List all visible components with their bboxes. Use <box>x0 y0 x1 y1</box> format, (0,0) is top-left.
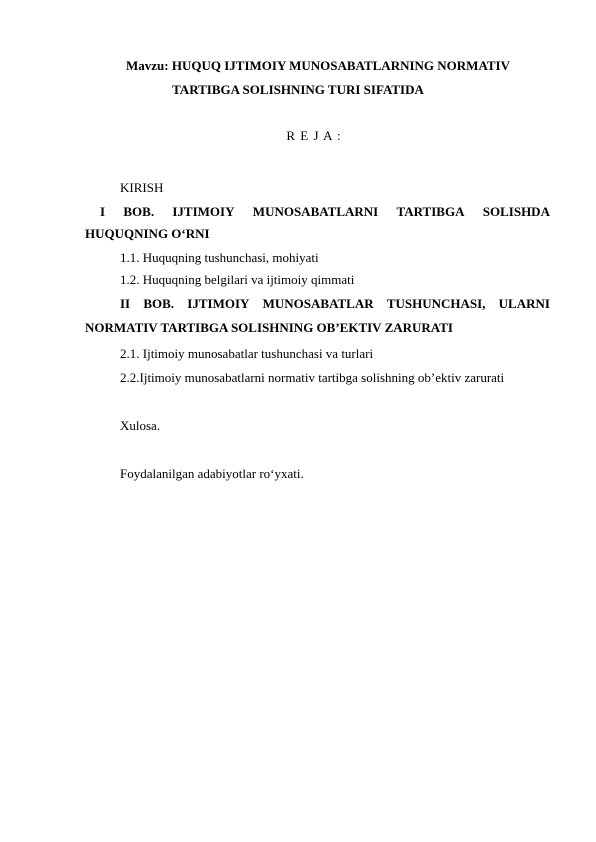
chapter-1-word: I <box>100 204 106 219</box>
plan-item-references: Foydalanilgan adabiyotlar ro‘yxati. <box>120 466 304 481</box>
section-1-2: 1.2. Huquqning belgilari va ijtimoiy qimmati <box>120 272 355 287</box>
chapter-2-word: IJTIMOIY <box>187 296 250 311</box>
chapter-2-heading <box>120 296 550 312</box>
plan-heading: R E J A : <box>286 128 342 143</box>
chapter-1-heading-continuation: HUQUQNING O‘RNI <box>85 226 210 241</box>
plan-item-conclusion: Xulosa. <box>120 418 161 433</box>
document-title-line-2: TARTIBGA SOLISHNING TURI SIFATIDA <box>172 82 424 97</box>
chapter-1-word: MUNOSABATLARNI <box>252 204 379 219</box>
section-1-1: 1.1. Huquqning tushunchasi, mohiyati <box>120 250 319 265</box>
chapter-2-word: ULARNI <box>498 296 550 311</box>
chapter-1-word: SOLISHDA <box>482 204 550 219</box>
chapter-2-word: BOB. <box>143 296 175 311</box>
section-2-1: 2.1. Ijtimoiy munosabatlar tushunchasi va turlari <box>120 346 374 361</box>
section-2-2: 2.2.Ijtimoiy munosabatlarni normativ tartibga solishning ob’ektiv zarurati <box>120 370 505 385</box>
chapter-1-word: TARTIBGA <box>396 204 465 219</box>
plan-item-intro: KIRISH <box>120 180 164 195</box>
document-title-line-1: Mavzu: HUQUQ IJTIMOIY MUNOSABATLARNING NORMATIV <box>126 58 510 73</box>
chapter-2-word: II <box>120 296 131 311</box>
chapter-1-heading <box>100 204 550 220</box>
chapter-1-word: BOB. <box>123 204 155 219</box>
chapter-2-heading-continuation: NORMATIV TARTIBGA SOLISHNING OB’EKTIV ZARURATI <box>85 320 453 335</box>
chapter-1-word: IJTIMOIY <box>172 204 235 219</box>
chapter-2-word: MUNOSABATLAR <box>262 296 374 311</box>
chapter-2-word: TUSHUNCHASI, <box>386 296 486 311</box>
